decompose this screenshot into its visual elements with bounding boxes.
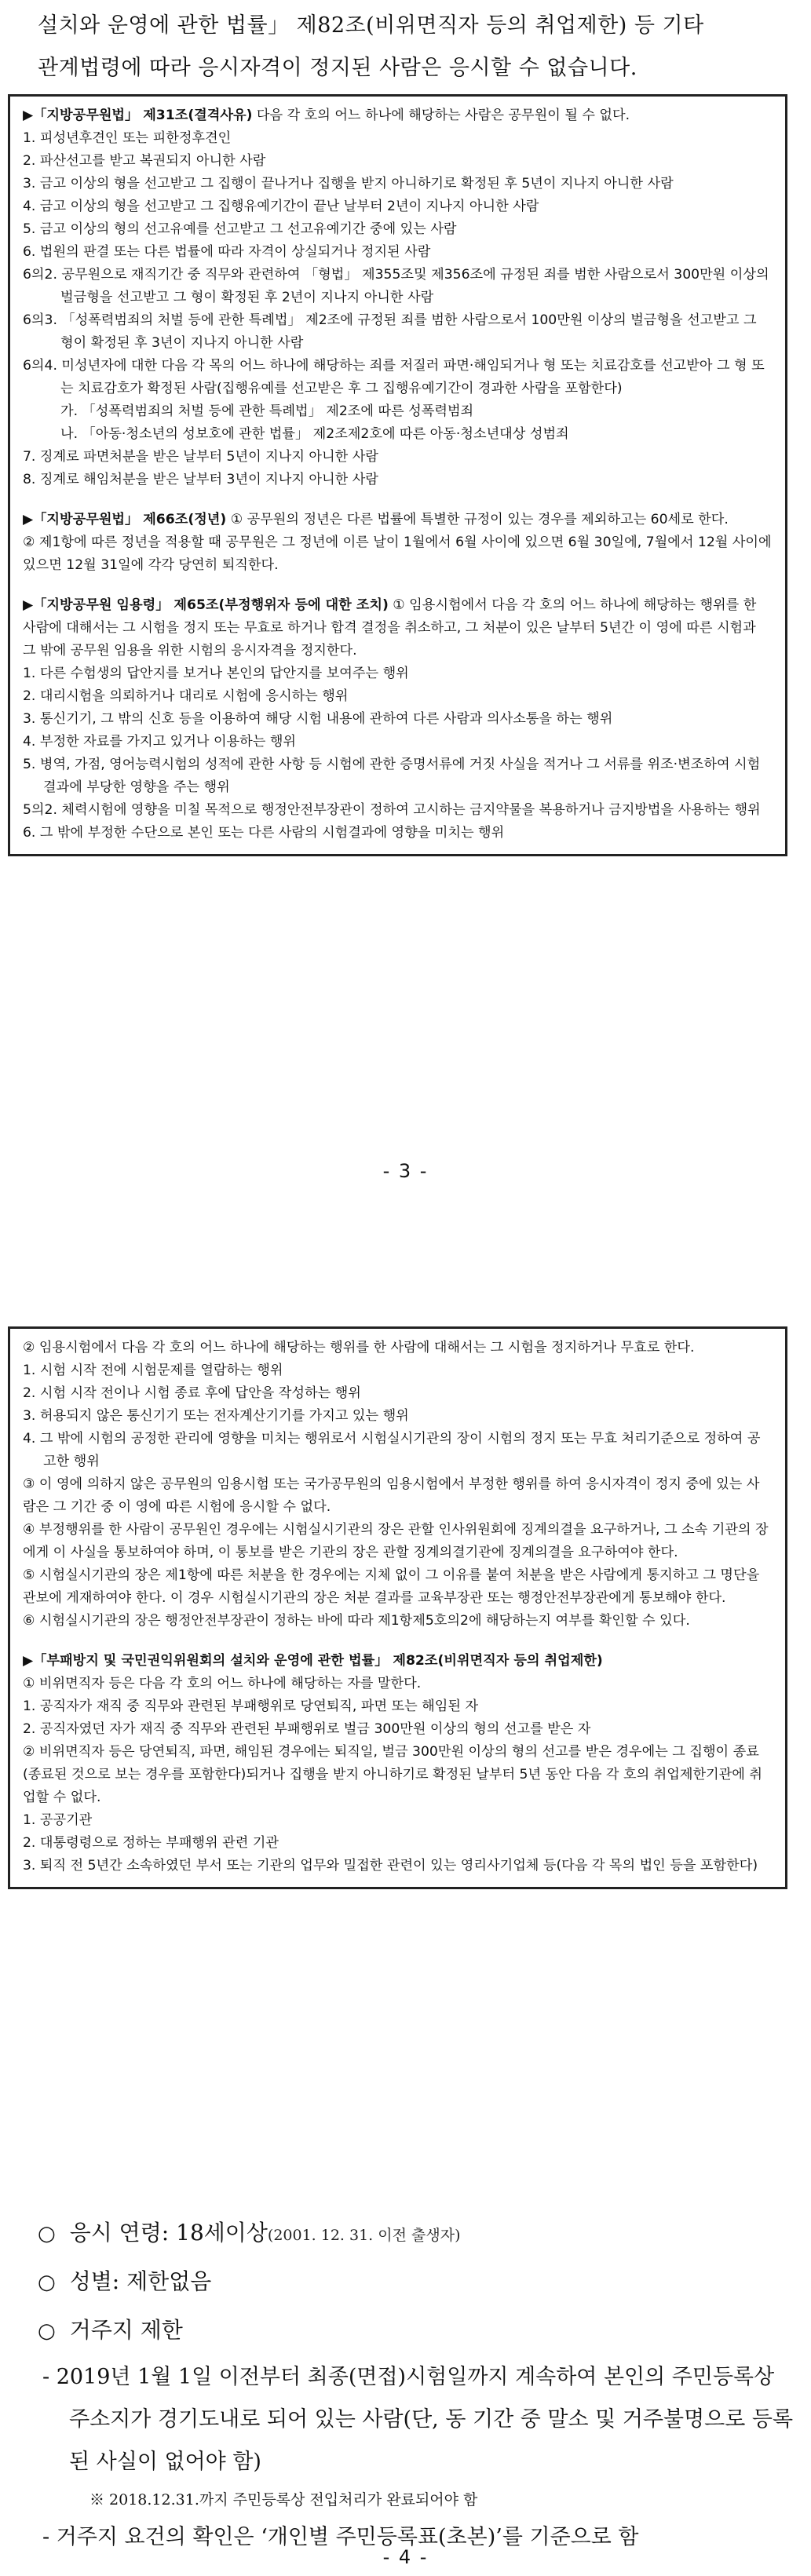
condition-gender: [38, 2260, 791, 2304]
law-excerpt-box-2: [8, 1326, 787, 1889]
sec4-item: 1. 공공기관: [23, 1812, 93, 1828]
sec4-item: 3. 퇴직 전 5년간 소속하였던 부서 또는 기관의 업무와 밀접한 관련이 있는 영리사기업체 등(다음 각 목의 법인 등을 포함한다): [23, 1858, 758, 1874]
p2-item: 2. 시험 시작 전이나 시험 종료 후에 답안을 작성하는 행위: [23, 1385, 361, 1401]
sec1-item: 6의2. 공무원으로 재직기간 중 직무와 관련하여 「형법」 제355조및 제356조에 규정된 죄를 범한 사람으로서 300만원 이상의 벌금형을 선고받고 그 형이 확정된 후 2년이 지나지 아니한 사람: [23, 267, 769, 305]
sec2-body: ① 공무원의 정년은 다른 법률에 특별한 규정이 있는 경우를 제외하고는 60세로 한다.: [226, 512, 729, 527]
sec1-sub-item: 가. 「성폭력범죄의 처벌 등에 관한 특례법」 제2조에 따른 성폭력범죄: [60, 403, 474, 419]
para-3: ③ 이 영에 의하지 않은 공무원의 임용시험 또는 국가공무원의 임용시험에서 부정한 행위를 하여 응시자격이 정지 중에 있는 사람은 그 기간 중 이 영에 따른 시험에 응시할 수 없다.: [23, 1476, 760, 1515]
sec4-item: 2. 대통령령으로 정하는 부패행위 관련 기관: [23, 1835, 279, 1851]
sec3-item: 1. 다른 수험생의 답안지를 보거나 본인의 답안지를 보여주는 행위: [23, 666, 409, 681]
para-4: ④ 부정행위를 한 사람이 공무원인 경우에는 시험실시기관의 장은 관할 인사위원회에 징계의결을 요구하거나, 그 소속 기관의 장에게 이 사실을 통보하여야 하며, 이 통보를 받은 기관의 장은 관할 징계의결기관에 징계의결을 요구하여야 한다.: [23, 1522, 769, 1560]
intro-line-2: 관계법령에 따라 응시자격이 정지된 사람은 응시할 수 없습니다.: [38, 56, 637, 80]
page-number: - 3 -: [382, 1160, 429, 1182]
sec1-item: 6의3. 「성폭력범죄의 처벌 등에 관한 특례법」 제2조에 규정된 죄를 범한 사람으로서 100만원 이상의 벌금형을 선고받고 그 형이 확정된 후 3년이 지나지 아니한 사람: [23, 312, 757, 351]
sec4-para-2: ② 비위면직자 등은 당연퇴직, 파면, 해임된 경우에는 퇴직일, 벌금 300만원 이상의 형의 선고를 받은 경우에는 그 집행이 종료(종료된 것으로 보는 경우를 포함한다)되거나 집행을 받지 아니하기로 확정된 날부터 5년 동안 다음 각 호의 취업제한기관에 취업할 수 없다.: [23, 1744, 762, 1805]
sec1-item: 8. 징계로 해임처분을 받은 날부터 3년이 지나지 아니한 사람: [23, 472, 378, 487]
circle-bullet-icon: ○: [38, 2319, 56, 2343]
sec3-body: ① 임용시험에서 다음 각 호의 어느 하나에 해당하는 행위를 한 사람에 대해서는 그 시험을 정지 또는 무효로 하거나 합격 결정을 취소하고, 그 처분이 있은 날부터 5년간 이 영에 따른 시험과 그 밖에 공무원 임용을 위한 시험의 응시자격을 정지한다.: [23, 597, 757, 659]
age-value: 18세이상: [176, 2220, 268, 2246]
sec1-item: 7. 징계로 파면처분을 받은 날부터 5년이 지나지 아니한 사람: [23, 449, 378, 465]
p2-intro: ② 임용시험에서 다음 각 호의 어느 하나에 해당하는 행위를 한 사람에 대해서는 그 시험을 정지하거나 무효로 한다.: [23, 1340, 695, 1356]
circle-bullet-icon: ○: [38, 2271, 56, 2294]
sec3-item: 6. 그 밖에 부정한 수단으로 본인 또는 다른 사람의 시험결과에 영향을 미치는 행위: [23, 825, 505, 841]
sec4-para-1: ① 비위면직자 등은 다음 각 호의 어느 하나에 해당하는 자를 말한다.: [23, 1676, 422, 1691]
sec1-sub-item: 나. 「아동·청소년의 성보호에 관한 법률」 제2조제2호에 따른 아동·청소년대상 성범죄: [60, 426, 569, 442]
sec3-item: 5. 병역, 가점, 영어능력시험의 성적에 관한 사항 등 시험에 관한 증명서류에 거짓 사실을 적거나 그 서류를 위조·변조하여 시험결과에 부당한 영향을 주는 행위: [23, 757, 761, 795]
intro-line-1: 설치와 운영에 관한 법률」 제82조(비위면직자 등의 취업제한) 등 기타: [38, 13, 704, 38]
sec1-item: 5. 금고 이상의 형의 선고유예를 선고받고 그 선고유예기간 중에 있는 사람: [23, 221, 457, 237]
sec1-item: 6. 법원의 판결 또는 다른 법률에 따라 자격이 상실되거나 정지된 사람: [23, 244, 431, 260]
sec2-title: ▶「지방공무원법」 제66조(정년): [23, 512, 227, 527]
residence-line-1: - 2019년 1월 1일 이전부터 최종(면접)시험일까지 계속하여 본인의 주민등록상 주소지가 경기도내로 되어 있는 사람(단, 동 기간 중 말소 및 거주불명으로 등록된 사실이 없어야 함): [42, 2365, 794, 2474]
condition-residence: [38, 2309, 791, 2352]
page-number: - 4 -: [382, 2546, 429, 2568]
sec1-item: 4. 금고 이상의 형을 선고받고 그 집행유예기간이 끝난 날부터 2년이 지나지 아니한 사람: [23, 199, 539, 214]
law-excerpt-box-1: [8, 94, 787, 856]
sec2-para: ② 제1항에 따른 정년을 적용할 때 공무원은 그 정년에 이른 날이 1월에서 6월 사이에 있으면 6월 30일에, 7월에서 12월 사이에 있으면 12월 31일에 각각 당연히 퇴직한다.: [23, 535, 772, 573]
para-6: ⑥ 시험실시기관의 장은 행정안전부장관이 정하는 바에 따라 제1항제5호의2에 해당하는지 여부를 확인할 수 있다.: [23, 1613, 690, 1629]
sec4-title: ▶「부패방지 및 국민권익위원회의 설치와 운영에 관한 법률」 제82조(비위면직자 등의 취업제한): [23, 1653, 603, 1669]
sec3-item: 5의2. 체력시험에 영향을 미칠 목적으로 행정안전부장관이 정하여 고시하는 금지약물을 복용하거나 금지방법을 사용하는 행위: [23, 802, 761, 818]
sec1-intro: 다음 각 호의 어느 하나에 해당하는 사람은 공무원이 될 수 없다.: [252, 108, 630, 123]
sec3-title: ▶「지방공무원 임용령」 제65조(부정행위자 등에 대한 조치): [23, 597, 389, 613]
p2-item: 4. 그 밖에 시험의 공정한 관리에 영향을 미치는 행위로서 시험실시기관의 장이 시험의 정지 또는 무효 처리기준으로 정하여 공고한 행위: [23, 1431, 761, 1469]
residence-detail: [42, 2356, 796, 2559]
sec4-item: 2. 공직자였던 자가 재직 중 직무와 관련된 부패행위로 벌금 300만원 이상의 형의 선고를 받은 자: [23, 1721, 591, 1737]
sec3-item: 4. 부정한 자료를 가지고 있거나 이용하는 행위: [23, 734, 297, 750]
sec1-item: 1. 피성년후견인 또는 피한정후견인: [23, 130, 232, 146]
residence-line-2: - 거주지 요건의 확인은 ‘개인별 주민등록표(초본)’를 기준으로 함: [42, 2525, 639, 2549]
para-5: ⑤ 시험실시기관의 장은 제1항에 따른 처분을 한 경우에는 지체 없이 그 이유를 붙여 처분을 받은 사람에게 통지하고 그 명단을 관보에 게재하여야 한다. 이 경우 시험실시기관의 장은 처분 결과를 교육부장관 또는 행정안전부장관에게 통보해야 한다.: [23, 1567, 760, 1606]
age-label: 응시 연령:: [69, 2220, 177, 2246]
intro-text: [38, 5, 768, 89]
gender-text: 성별: 제한없음: [69, 2268, 212, 2294]
residence-text: 거주지 제한: [69, 2317, 183, 2343]
sec3-item: 2. 대리시험을 의뢰하거나 대리로 시험에 응시하는 행위: [23, 688, 349, 704]
sec1-item: 3. 금고 이상의 형을 선고받고 그 집행이 끝나거나 집행을 받지 아니하기로 확정된 후 5년이 지나지 아니한 사람: [23, 176, 674, 192]
p2-item: 1. 시험 시작 전에 시험문제를 열람하는 행위: [23, 1363, 283, 1378]
sec1-title: ▶「지방공무원법」 제31조(결격사유): [23, 108, 253, 123]
residence-note: ※ 2018.12.31.까지 주민등록상 전입처리가 완료되어야 함: [90, 2491, 478, 2508]
sec3-item: 3. 통신기기, 그 밖의 신호 등을 이용하여 해당 시험 내용에 관하여 다른 사람과 의사소통을 하는 행위: [23, 711, 613, 727]
age-note: (2001. 12. 31. 이전 출생자): [267, 2227, 461, 2244]
sec4-item: 1. 공직자가 재직 중 직무와 관련된 부패행위로 당연퇴직, 파면 또는 해임된 자: [23, 1698, 479, 1714]
sec1-item: 2. 파산선고를 받고 복권되지 아니한 사람: [23, 153, 266, 169]
condition-age: [38, 2212, 791, 2257]
sec1-item: 6의4. 미성년자에 대한 다음 각 목의 어느 하나에 해당하는 죄를 저질러 파면·해임되거나 형 또는 치료감호를 선고받아 그 형 또는 치료감호가 확정된 사람(집행유예를 선고받은 후 그 집행유예기간이 경과한 사람을 포함한다): [23, 358, 765, 396]
circle-bullet-icon: ○: [38, 2222, 56, 2246]
p2-item: 3. 허용되지 않은 통신기기 또는 전자계산기기를 가지고 있는 행위: [23, 1408, 409, 1424]
